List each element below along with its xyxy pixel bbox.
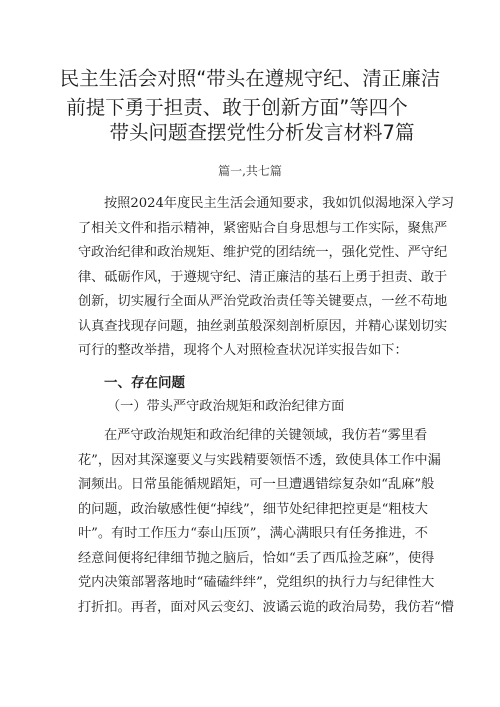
body-line: 的问题，政治敏感性便“掉线”，细节处纪律把控更是“粗枝大 <box>78 501 428 517</box>
subsection-heading: （一）带头严守政治规矩和政治纪律方面 <box>107 399 345 414</box>
chapter-label: 篇一,共七篇 <box>218 164 282 178</box>
intro-line: 按照2024年度民主生活会通知要求，我如饥似渴地深入学习 <box>104 196 455 211</box>
body-line: 洞频出。日常虽能循规蹈矩，可一旦遭遇错综复杂如“乱麻”般 <box>78 477 435 492</box>
intro-line: 可行的整改举措，现将个人对照检查状况详实报告如下： <box>78 343 408 358</box>
intro-line: 认真查找现存问题，抽丝剥茧般深刻剖析原因，并精心谋划切实 <box>78 318 448 334</box>
document-title-line-3: 带头问题查摆党性分析发言材料7篇 <box>109 121 415 144</box>
section-heading: 一、存在问题 <box>104 375 185 391</box>
body-line: 经意间便将纪律细节抛之脑后，恰如“丢了西瓜捡芝麻”，使得 <box>78 550 435 566</box>
body-line: 打折扣。再者，面对风云变幻、波谲云诡的政治局势，我仿若“懵 <box>78 599 454 615</box>
intro-line: 了相关文件和指示精神，紧密贴合自身思想与工作实际，聚焦严 <box>78 220 448 236</box>
body-line: 在严守政治规矩和政治纪律的关键领域，我仿若“雾里看 <box>104 428 428 443</box>
intro-line: 创新，切实履行全面从严治党政治责任等关键要点，一丝不苟地 <box>78 294 448 309</box>
body-paragraph <box>78 424 454 620</box>
body-line: 花”，因对其深邃要义与实践精要领悟不透，致使具体工作中漏 <box>78 452 441 468</box>
body-line: 叶”。有时工作压力“泰山压顶”，满心满眼只有任务推进，不 <box>78 526 428 541</box>
intro-paragraph <box>78 192 455 364</box>
body-line: 党内决策部署落地时“磕磕绊绊”，党组织的执行力与纪律性大 <box>78 575 435 590</box>
document-title-line-2: 前提下勇于担责、敢于创新方面”等四个 <box>66 96 408 119</box>
document-title-line-1: 民主生活会对照“带头在遵规守纪、清正廉洁 <box>59 67 441 90</box>
intro-line: 律、砥砺作风，于遵规守纪、清正廉洁的基石上勇于担责、敢于 <box>78 269 448 285</box>
intro-line: 守政治纪律和政治规矩、维护党的团结统一，强化党性、严守纪 <box>78 245 448 260</box>
